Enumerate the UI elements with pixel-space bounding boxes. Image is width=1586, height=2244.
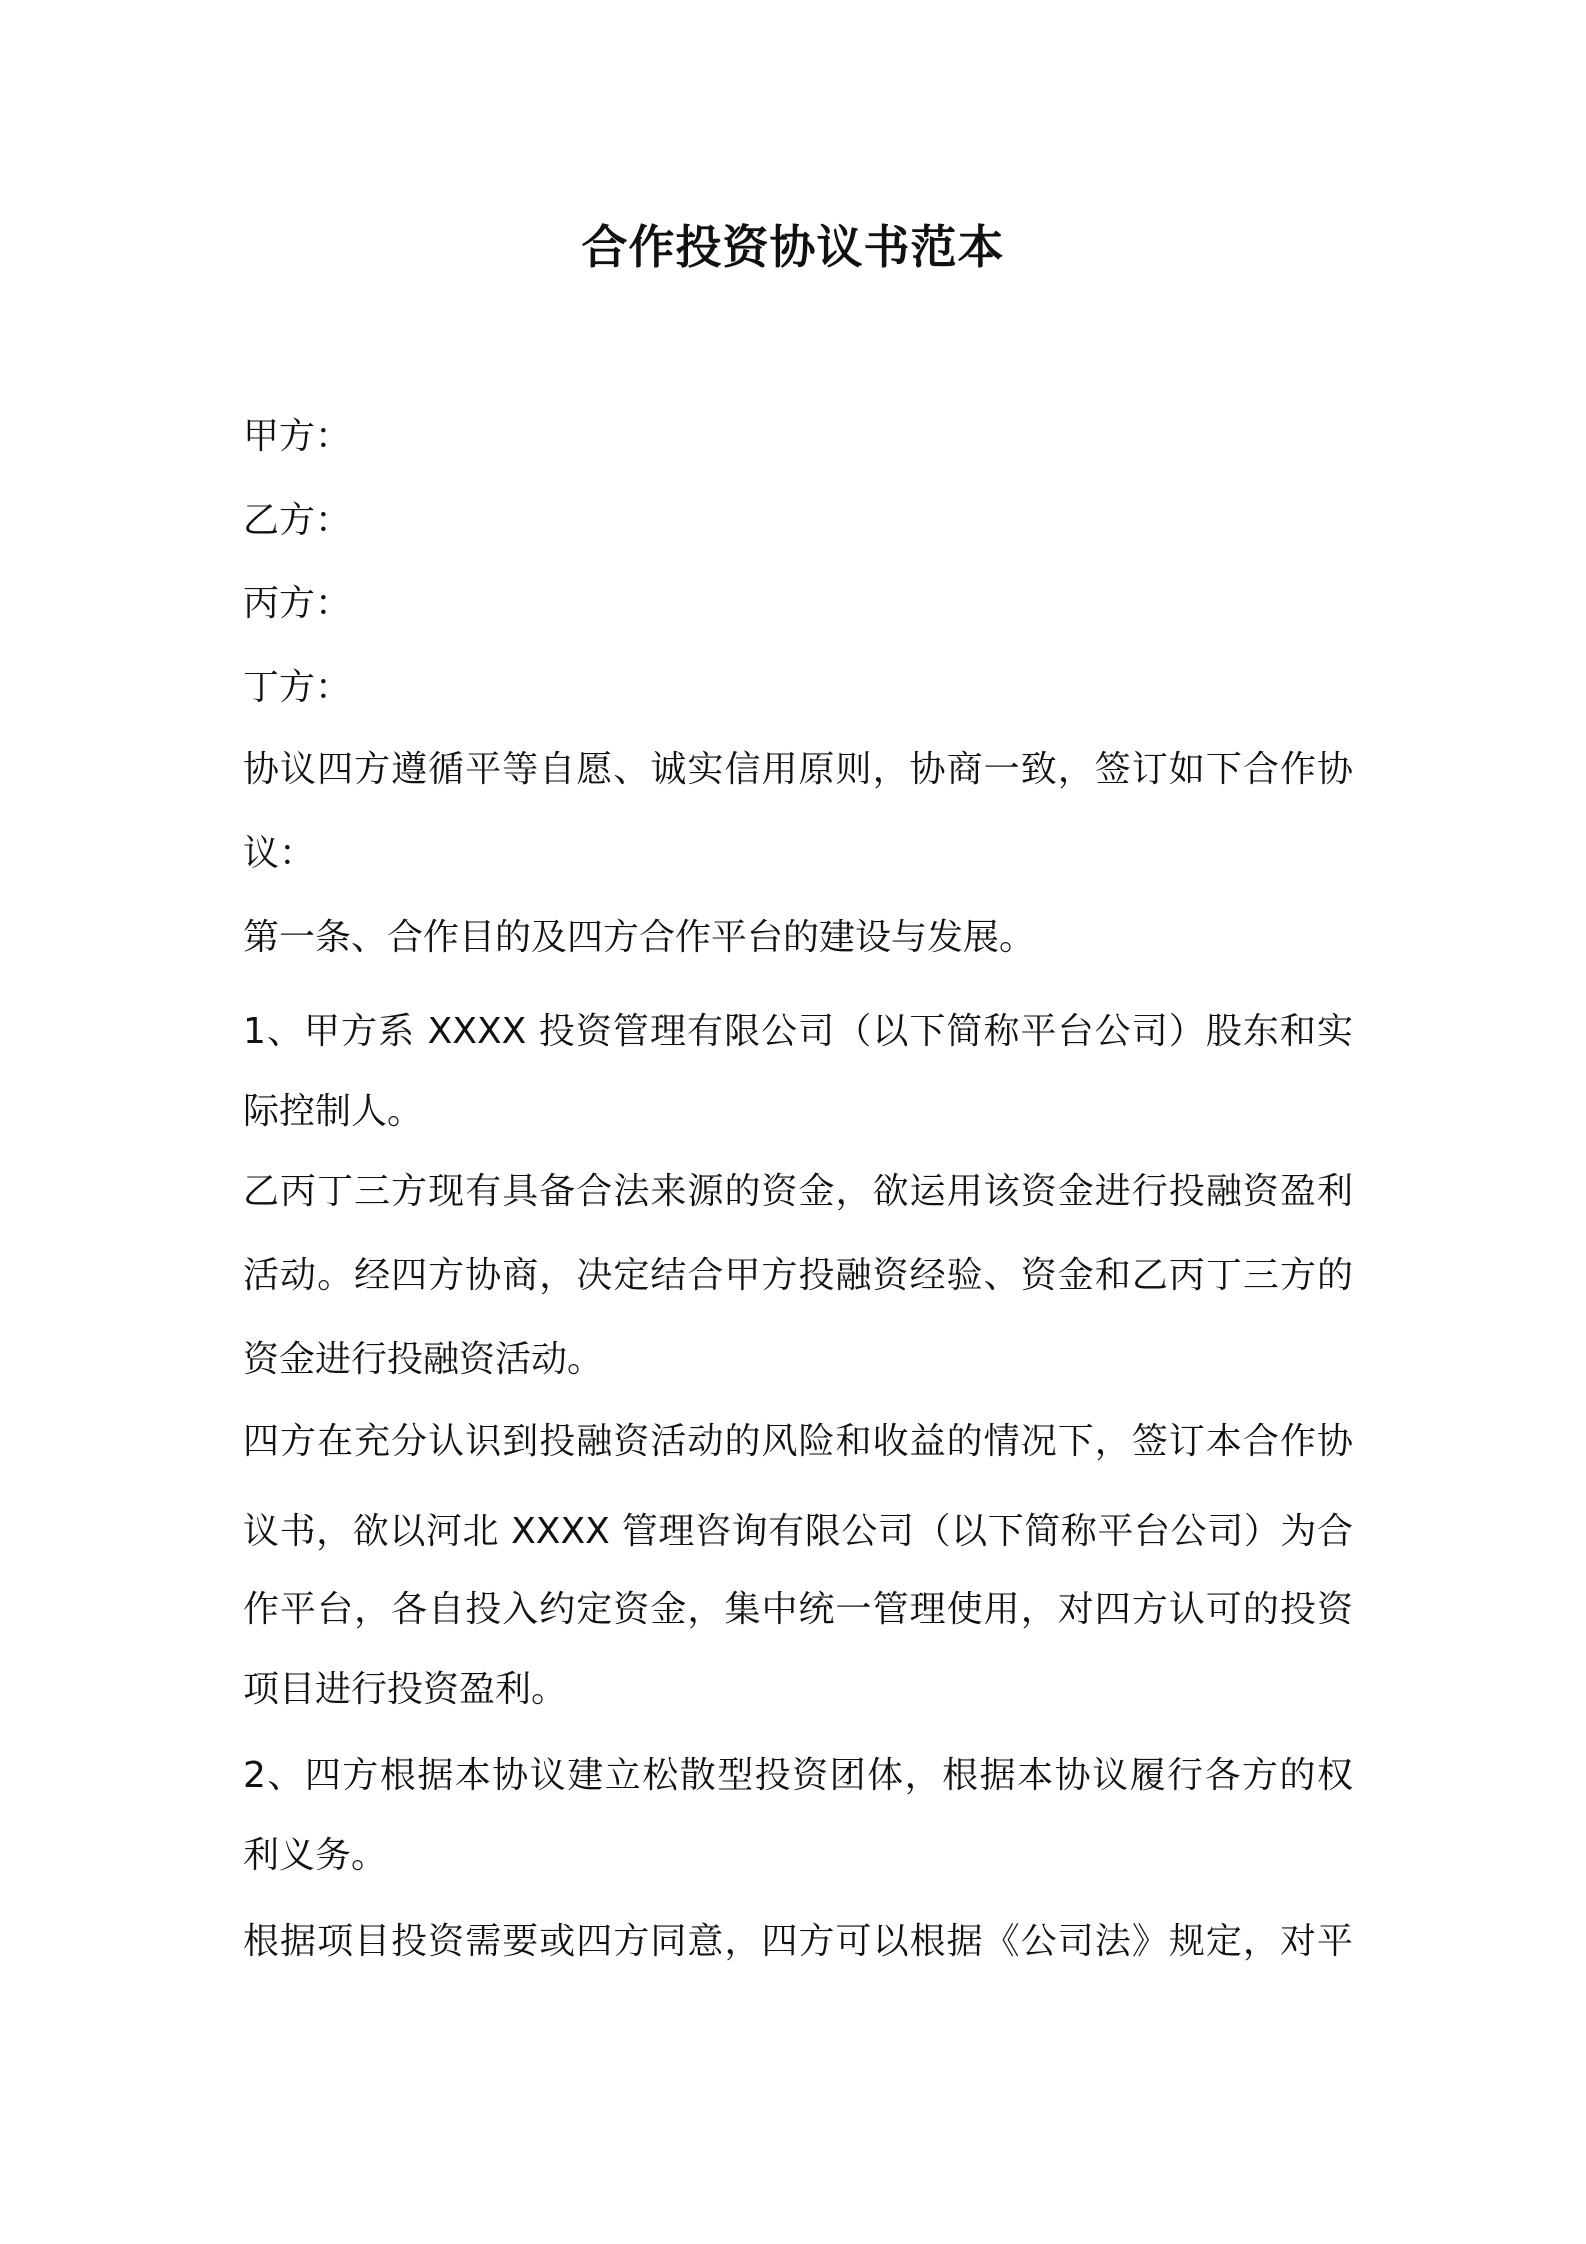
party-b-label: 乙方： bbox=[243, 500, 352, 541]
paragraph-line: 1、甲方系 XXXX 投资管理有限公司（以下简称平台公司）股东和实 bbox=[243, 1011, 1353, 1052]
paragraph-line: 议： bbox=[243, 833, 316, 874]
paragraph-line: 资金进行投融资活动。 bbox=[243, 1339, 604, 1380]
paragraph-line: 作平台，各自投入约定资金，集中统一管理使用，对四方认可的投资 bbox=[243, 1589, 1353, 1630]
paragraph-line: 际控制人。 bbox=[243, 1091, 424, 1132]
paragraph-line: 利义务。 bbox=[243, 1835, 388, 1876]
paragraph-line: 议书，欲以河北 XXXX 管理咨询有限公司（以下简称平台公司）为合 bbox=[243, 1511, 1353, 1552]
paragraph-line: 协议四方遵循平等自愿、诚实信用原则，协商一致，签订如下合作协 bbox=[243, 749, 1353, 790]
paragraph-line: 2、四方根据本协议建立松散型投资团体，根据本协议履行各方的权 bbox=[243, 1755, 1353, 1796]
paragraph-line: 根据项目投资需要或四方同意，四方可以根据《公司法》规定，对平 bbox=[243, 1921, 1353, 1962]
document-title: 合作投资协议书范本 bbox=[581, 220, 1005, 274]
party-d-label: 丁方： bbox=[243, 667, 352, 708]
paragraph-line: 活动。经四方协商，决定结合甲方投融资经验、资金和乙丙丁三方的 bbox=[243, 1255, 1353, 1296]
paragraph-line: 项目进行投资盈利。 bbox=[243, 1669, 568, 1710]
party-a-label: 甲方： bbox=[243, 416, 352, 457]
paragraph-line: 四方在充分认识到投融资活动的风险和收益的情况下，签订本合作协 bbox=[243, 1421, 1353, 1462]
paragraph-line: 乙丙丁三方现有具备合法来源的资金，欲运用该资金进行投融资盈利 bbox=[243, 1171, 1353, 1212]
article-heading: 第一条、合作目的及四方合作平台的建设与发展。 bbox=[243, 917, 1036, 958]
party-c-label: 丙方： bbox=[243, 583, 352, 624]
